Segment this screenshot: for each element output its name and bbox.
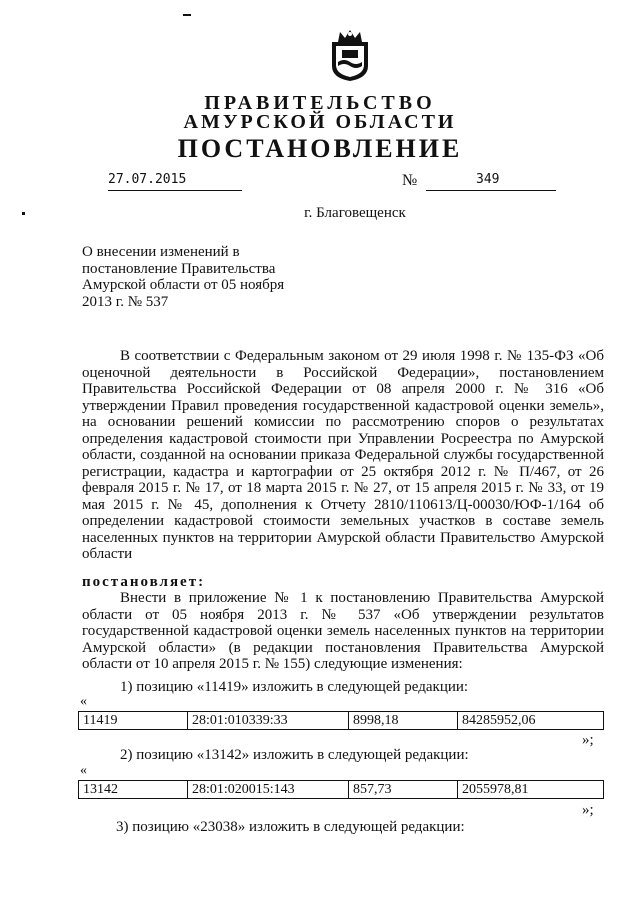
number-sign: №: [402, 172, 418, 189]
subject-line: О внесении изменений в: [82, 244, 240, 260]
subject-block: [82, 244, 284, 310]
subject-line: 2013 г. № 537: [82, 293, 169, 310]
coat-of-arms-emblem: [328, 28, 372, 82]
decree-number: 349: [476, 172, 500, 187]
date-underline: [108, 190, 242, 191]
number-underline: [426, 190, 556, 191]
decree-date: 27.07.2015: [108, 172, 187, 187]
closing-quote: »;: [582, 802, 594, 818]
opening-quote: «: [80, 694, 87, 709]
position-table-1: [78, 711, 604, 730]
government-title-line2: АМУРСКОЙ ОБЛАСТИ: [183, 111, 457, 133]
closing-quote: »;: [582, 732, 594, 748]
amendment-intro-block: [82, 590, 604, 673]
amendment-item-1: 1) позицию «11419» изложить в следующей редакции:: [120, 679, 469, 695]
amendment-item-3: 3) позицию «23038» изложить в следующей редакции:: [116, 819, 465, 835]
cell-specific-value: 8998,18: [349, 712, 458, 730]
cell-cadastral-value: 2055978,81: [458, 781, 604, 799]
subject-line: Амурской области от 05 ноября: [82, 277, 285, 293]
city: г. Благовещенск: [304, 205, 406, 221]
preamble-block: [82, 348, 604, 563]
cell-specific-value: 857,73: [349, 781, 458, 799]
cell-cadastral-number: 28:01:020015:143: [188, 781, 349, 799]
amendment-intro-text: Внести в приложение № 1 к постановлению Правительства Амурской области от 05 ноября 2013 г. № 537 «Об утверждении результатов государственной кадастровой оценки земель населенных пунктов на территории Амурской области» (в редакции постановления Правительства Амурской области от 10 апреля 2015 г. № 155) следующие изменения:: [82, 590, 604, 672]
preamble-text: В соответствии с Федеральным законом от 29 июля 1998 г. № 135-ФЗ «Об оценочной деятельности в Российской Федерации», постановлением Правительства Российской Федерации от 08 апреля 2000 г. № 316 «Об утверждении Правил проведения государственной кадастровой оценки земель», на основании решений комиссии по рассмотрению споров о результатах определения кадастровой стоимости при Управлении Росреестра по Амурской области, созданной на основании приказа Федеральной службы государственной регистрации, кадастра и картографии от 25 октября 2012 г. № П/467, от 26 февраля 2015 г. № 17, от 18 марта 2015 г. № 27, от 15 апреля 2015 г. № 33, от 19 мая 2015 г. № 45, дополнения к Отчету 2810/110613/Ц-00030/ЮФ-1/164 об определении кадастровой стоимости земельных участков в составе земель населенных пунктов на территории Амурской области Правительство Амурской области: [82, 348, 604, 562]
scan-mark: [22, 212, 25, 215]
cell-cadastral-number: 28:01:010339:33: [188, 712, 349, 730]
cell-position: 13142: [79, 781, 188, 799]
opening-quote: «: [80, 763, 87, 778]
table-row: [79, 712, 604, 730]
document-type: ПОСТАНОВЛЕНИЕ: [177, 134, 463, 163]
cell-position: 11419: [79, 712, 188, 730]
cell-cadastral-value: 84285952,06: [458, 712, 604, 730]
resolves-heading: постановляет:: [82, 574, 206, 590]
scan-mark: [183, 14, 191, 16]
position-table-2: [78, 780, 604, 799]
amendment-item-2: 2) позицию «13142» изложить в следующей редакции:: [120, 747, 469, 763]
government-title-line1: ПРАВИТЕЛЬСТВО: [204, 92, 436, 114]
table-row: [79, 781, 604, 799]
subject-line: постановление Правительства: [82, 260, 276, 277]
